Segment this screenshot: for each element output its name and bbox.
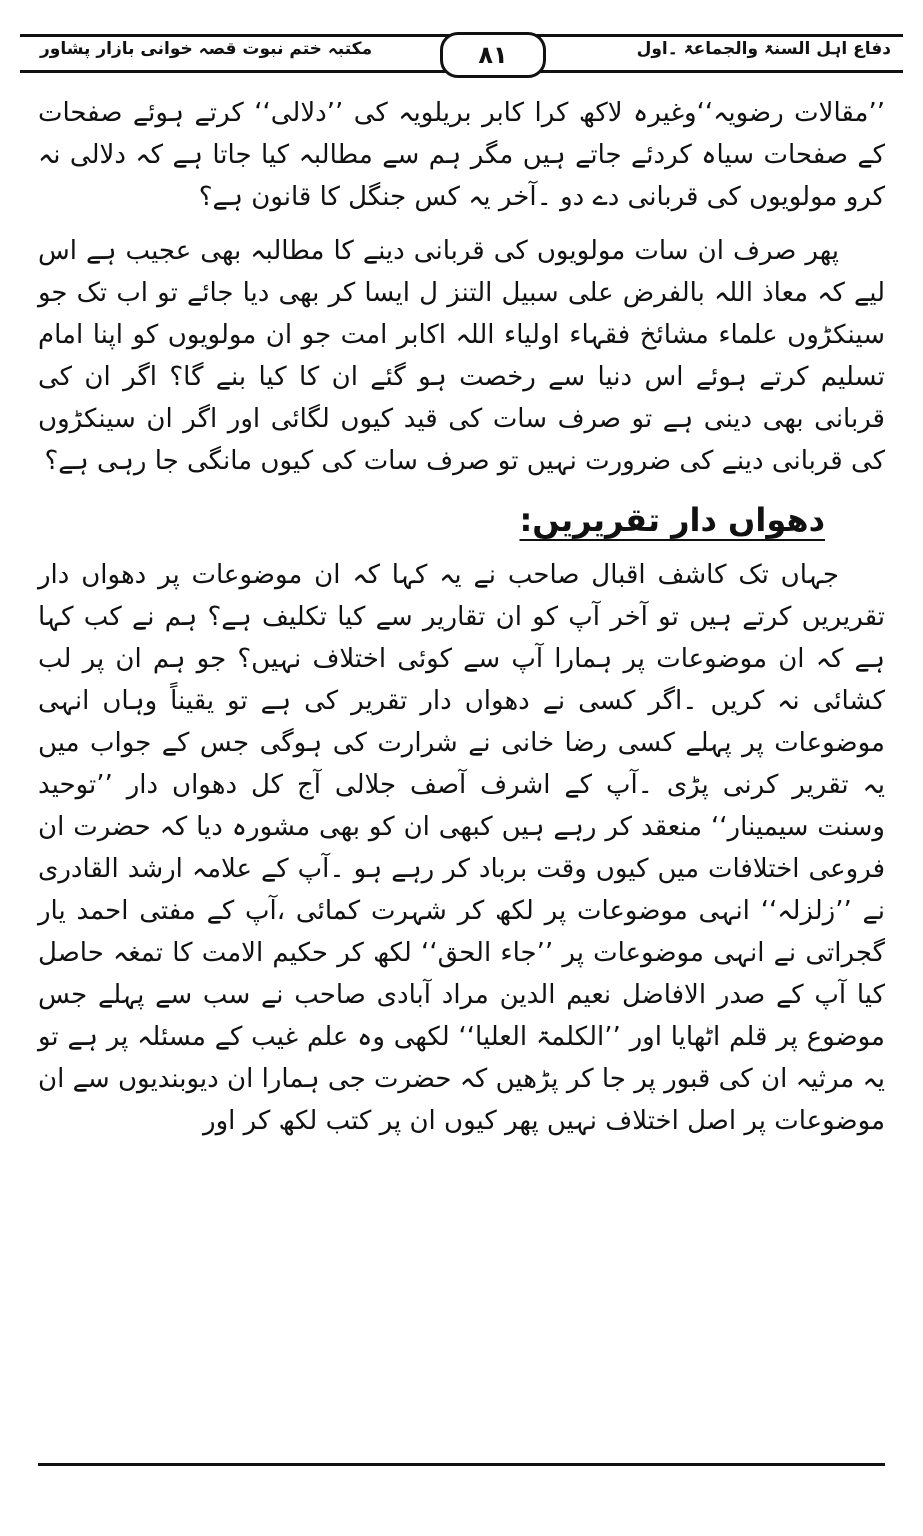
page-header	[20, 30, 903, 82]
section-heading	[38, 494, 825, 546]
paragraph-2: پھر صرف ان سات مولویوں کی قربانی دینے کا مطالبہ بھی عجیب ہے اس لیے کہ معاذ اللہ بالفرض علی سبیل التنز ل ایسا کر بھی دیا جائے تو اب تک جو سینکڑوں علماء مشائخ فقہاء اولیاء اللہ اکابر امت جو ان مولویوں کو اپنا امام تسلیم کرتے ہوئے اس دنیا سے رخصت ہو گئے ان کا کیا بنے گا؟ اگر ان کی قربانی بھی دینی ہے تو صرف سات کی قید کیوں لگائی اور اگر ان سینکڑوں کی قربانی دینے کی ضرورت نہیں تو صرف سات کی کیوں مانگی جا رہی ہے؟	[38, 236, 885, 476]
page-number: ۸۱	[478, 41, 508, 69]
page-number-badge	[440, 32, 546, 78]
footer-rule	[38, 1463, 885, 1466]
section-heading-text: دھواں دار تقریریں:	[519, 501, 825, 539]
page-body	[38, 92, 885, 1154]
paragraph-1: ’’مقالات رضویہ‘‘وغیرہ لاکھ کرا کابر بریلویہ کی ’’دلالی‘‘ کرتے ہوئے صفحات کے صفحات سیاہ کردئے جاتے ہیں مگر ہم سے مطالبہ کیا جاتا ہے کہ دلالی نہ کرو مولویوں کی قربانی دے دو ۔آخر یہ کس جنگل کا قانون ہے؟	[38, 98, 885, 212]
paragraph-3: جہاں تک کاشف اقبال صاحب نے یہ کہا کہ ان موضوعات پر دھواں دار تقریریں کرتے ہیں تو آخر آپ کو ان تقاریر سے کیا تکلیف ہے؟ ہم نے کب کہا ہے کہ ان موضوعات پر ہمارا آپ سے کوئی اختلاف نہیں؟ جو ہم ان پر لب کشائی نہ کریں ۔اگر کسی نے دھواں دار تقریر کی ہے تو یقیناً وہاں انہی موضوعات پر پہلے کسی رضا خانی نے شرارت کی ہوگی جس کے جواب میں یہ تقریر کرنی پڑی ۔آپ کے اشرف آصف جلالی آج کل دھواں دار ’’توحید وسنت سیمینار‘‘ منعقد کر رہے ہیں کبھی ان کو بھی مشورہ دیا کہ حضرت ان فروعی اختلافات میں کیوں وقت برباد کر رہے ہو ۔آپ کے علامہ ارشد القادری نے ’’زلزلہ‘‘ انہی موضوعات پر لکھ کر شہرت کمائی ،آپ کے مفتی احمد یار گجراتی نے انہی موضوعات پر ’’جاء الحق‘‘ لکھ کر حکیم الامت کا تمغہ حاصل کیا آپ کے صدر الافاضل نعیم الدین مراد آبادی صاحب نے سب سے پہلے جس موضوع پر قلم اٹھایا اور ’’الکلمۃ العلیا‘‘ لکھی وہ علم غیب کے مسئلہ پر ہے تو یہ مرثیہ ان کی قبور پر جا کر پڑھیں کہ حضرت جی ہمارا ان دیوبندیوں سے ان موضوعات پر اصل اختلاف نہیں پھر کیوں ان پر کتب لکھ کر اور	[38, 560, 885, 1136]
publisher-name: مکتبہ ختم نبوت قصہ خوانی بازار پشاور	[40, 39, 373, 59]
book-title: دفاع اہل السنۃ والجماعۃ ۔اول	[636, 39, 891, 59]
